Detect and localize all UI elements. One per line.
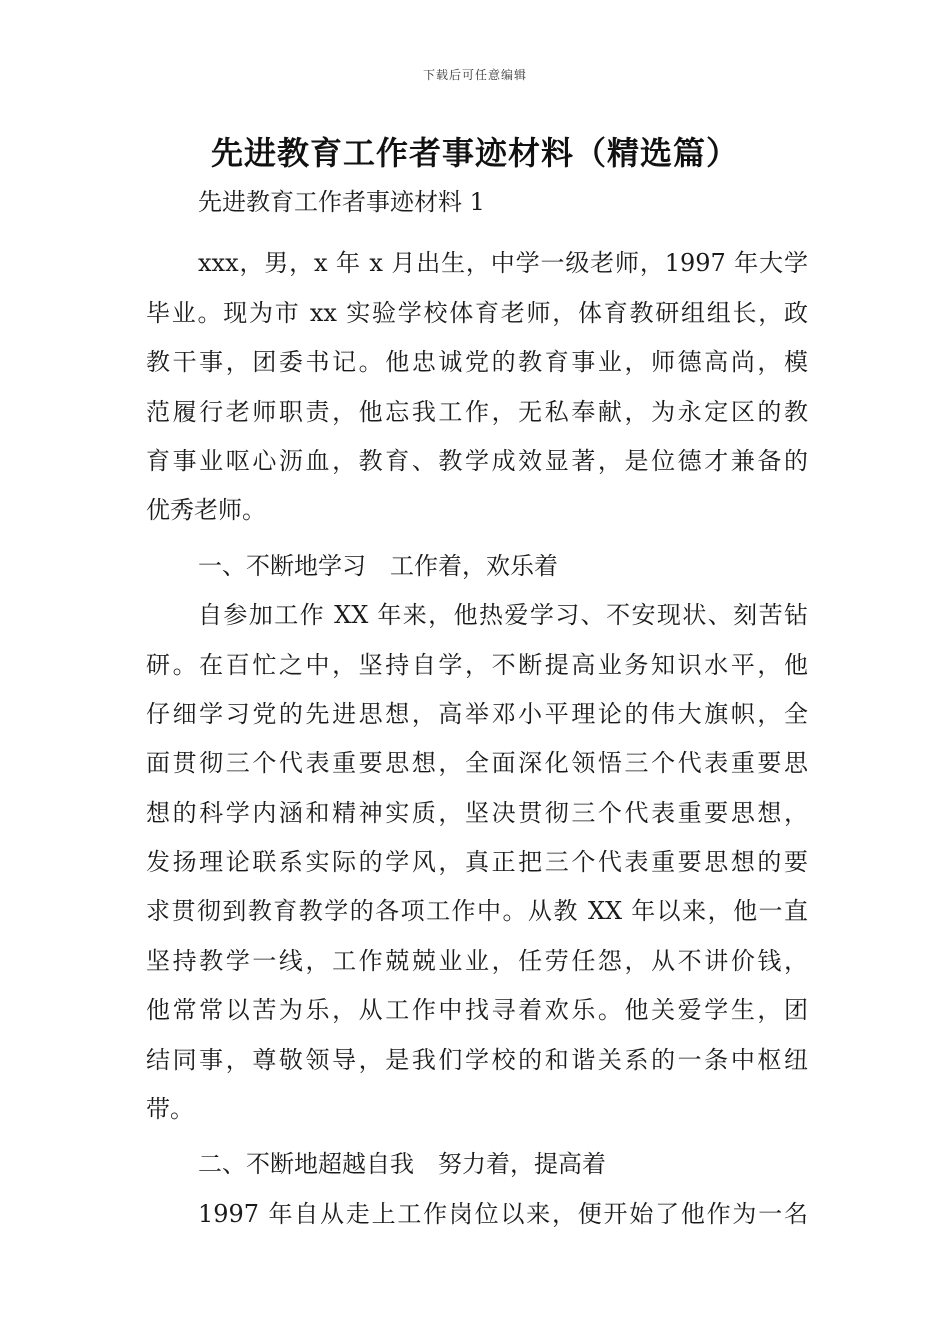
paragraph-line: xxx，男，x 年 x 月出生，中学一级老师，1997 年大学 [198, 249, 808, 278]
paragraph-line: 优秀老师。 [146, 496, 266, 525]
document-title: 先进教育工作者事迹材料（精选篇） [210, 134, 739, 172]
paragraph-line: 仔细学习党的先进思想，高举邓小平理论的伟大旗帜，全 [146, 699, 808, 728]
paragraph-line: 求贯彻到教育教学的各项工作中。从教 XX 年以来，他一直 [146, 897, 808, 926]
paragraph-line: 育事业呕心沥血，教育、教学成效显著，是位德才兼备的 [146, 446, 808, 475]
paragraph-line: 面贯彻三个代表重要思想，全面深化领悟三个代表重要思 [146, 749, 808, 778]
paragraph-2 [146, 591, 808, 1134]
paragraph-line: 教干事，团委书记。他忠诚党的教育事业，师德高尚，模 [146, 348, 808, 377]
paragraph-line: 范履行老师职责，他忘我工作，无私奉献，为永定区的教 [146, 397, 808, 426]
paragraph-line: 结同事，尊敬领导，是我们学校的和谐关系的一条中枢纽 [146, 1045, 808, 1074]
paragraph-line: 坚持教学一线，工作兢兢业业，任劳任怨，从不讲价钱， [146, 946, 808, 975]
paragraph-line: 想的科学内涵和精神实质，坚决贯彻三个代表重要思想， [146, 798, 808, 827]
paragraph-3 [146, 1190, 808, 1239]
section-heading-1: 一、不断地学习 工作着，欢乐着 [198, 551, 558, 580]
paragraph-line: 带。 [146, 1095, 194, 1124]
paragraph-line: 毕业。现为市 xx 实验学校体育老师，体育教研组组长，政 [146, 298, 808, 327]
paragraph-line: 发扬理论联系实际的学风，真正把三个代表重要思想的要 [146, 848, 808, 877]
subtitle: 先进教育工作者事迹材料 1 [198, 188, 485, 216]
paragraph-line: 他常常以苦为乐，从工作中找寻着欢乐。他关爱学生，团 [146, 996, 808, 1025]
paragraph-line: 自参加工作 XX 年来，他热爱学习、不安现状、刻苦钻 [198, 601, 808, 630]
paragraph-line: 研。在百忙之中，坚持自学，不断提高业务知识水平，他 [146, 650, 808, 679]
section-heading-2: 二、不断地超越自我 努力着，提高着 [198, 1150, 606, 1179]
document-body [146, 178, 808, 1239]
paragraph-line: 1997 年自从走上工作岗位以来，便开始了他作为一名 [198, 1199, 808, 1228]
paragraph-1 [146, 239, 808, 535]
header-note: 下载后可任意编辑 [422, 68, 527, 82]
